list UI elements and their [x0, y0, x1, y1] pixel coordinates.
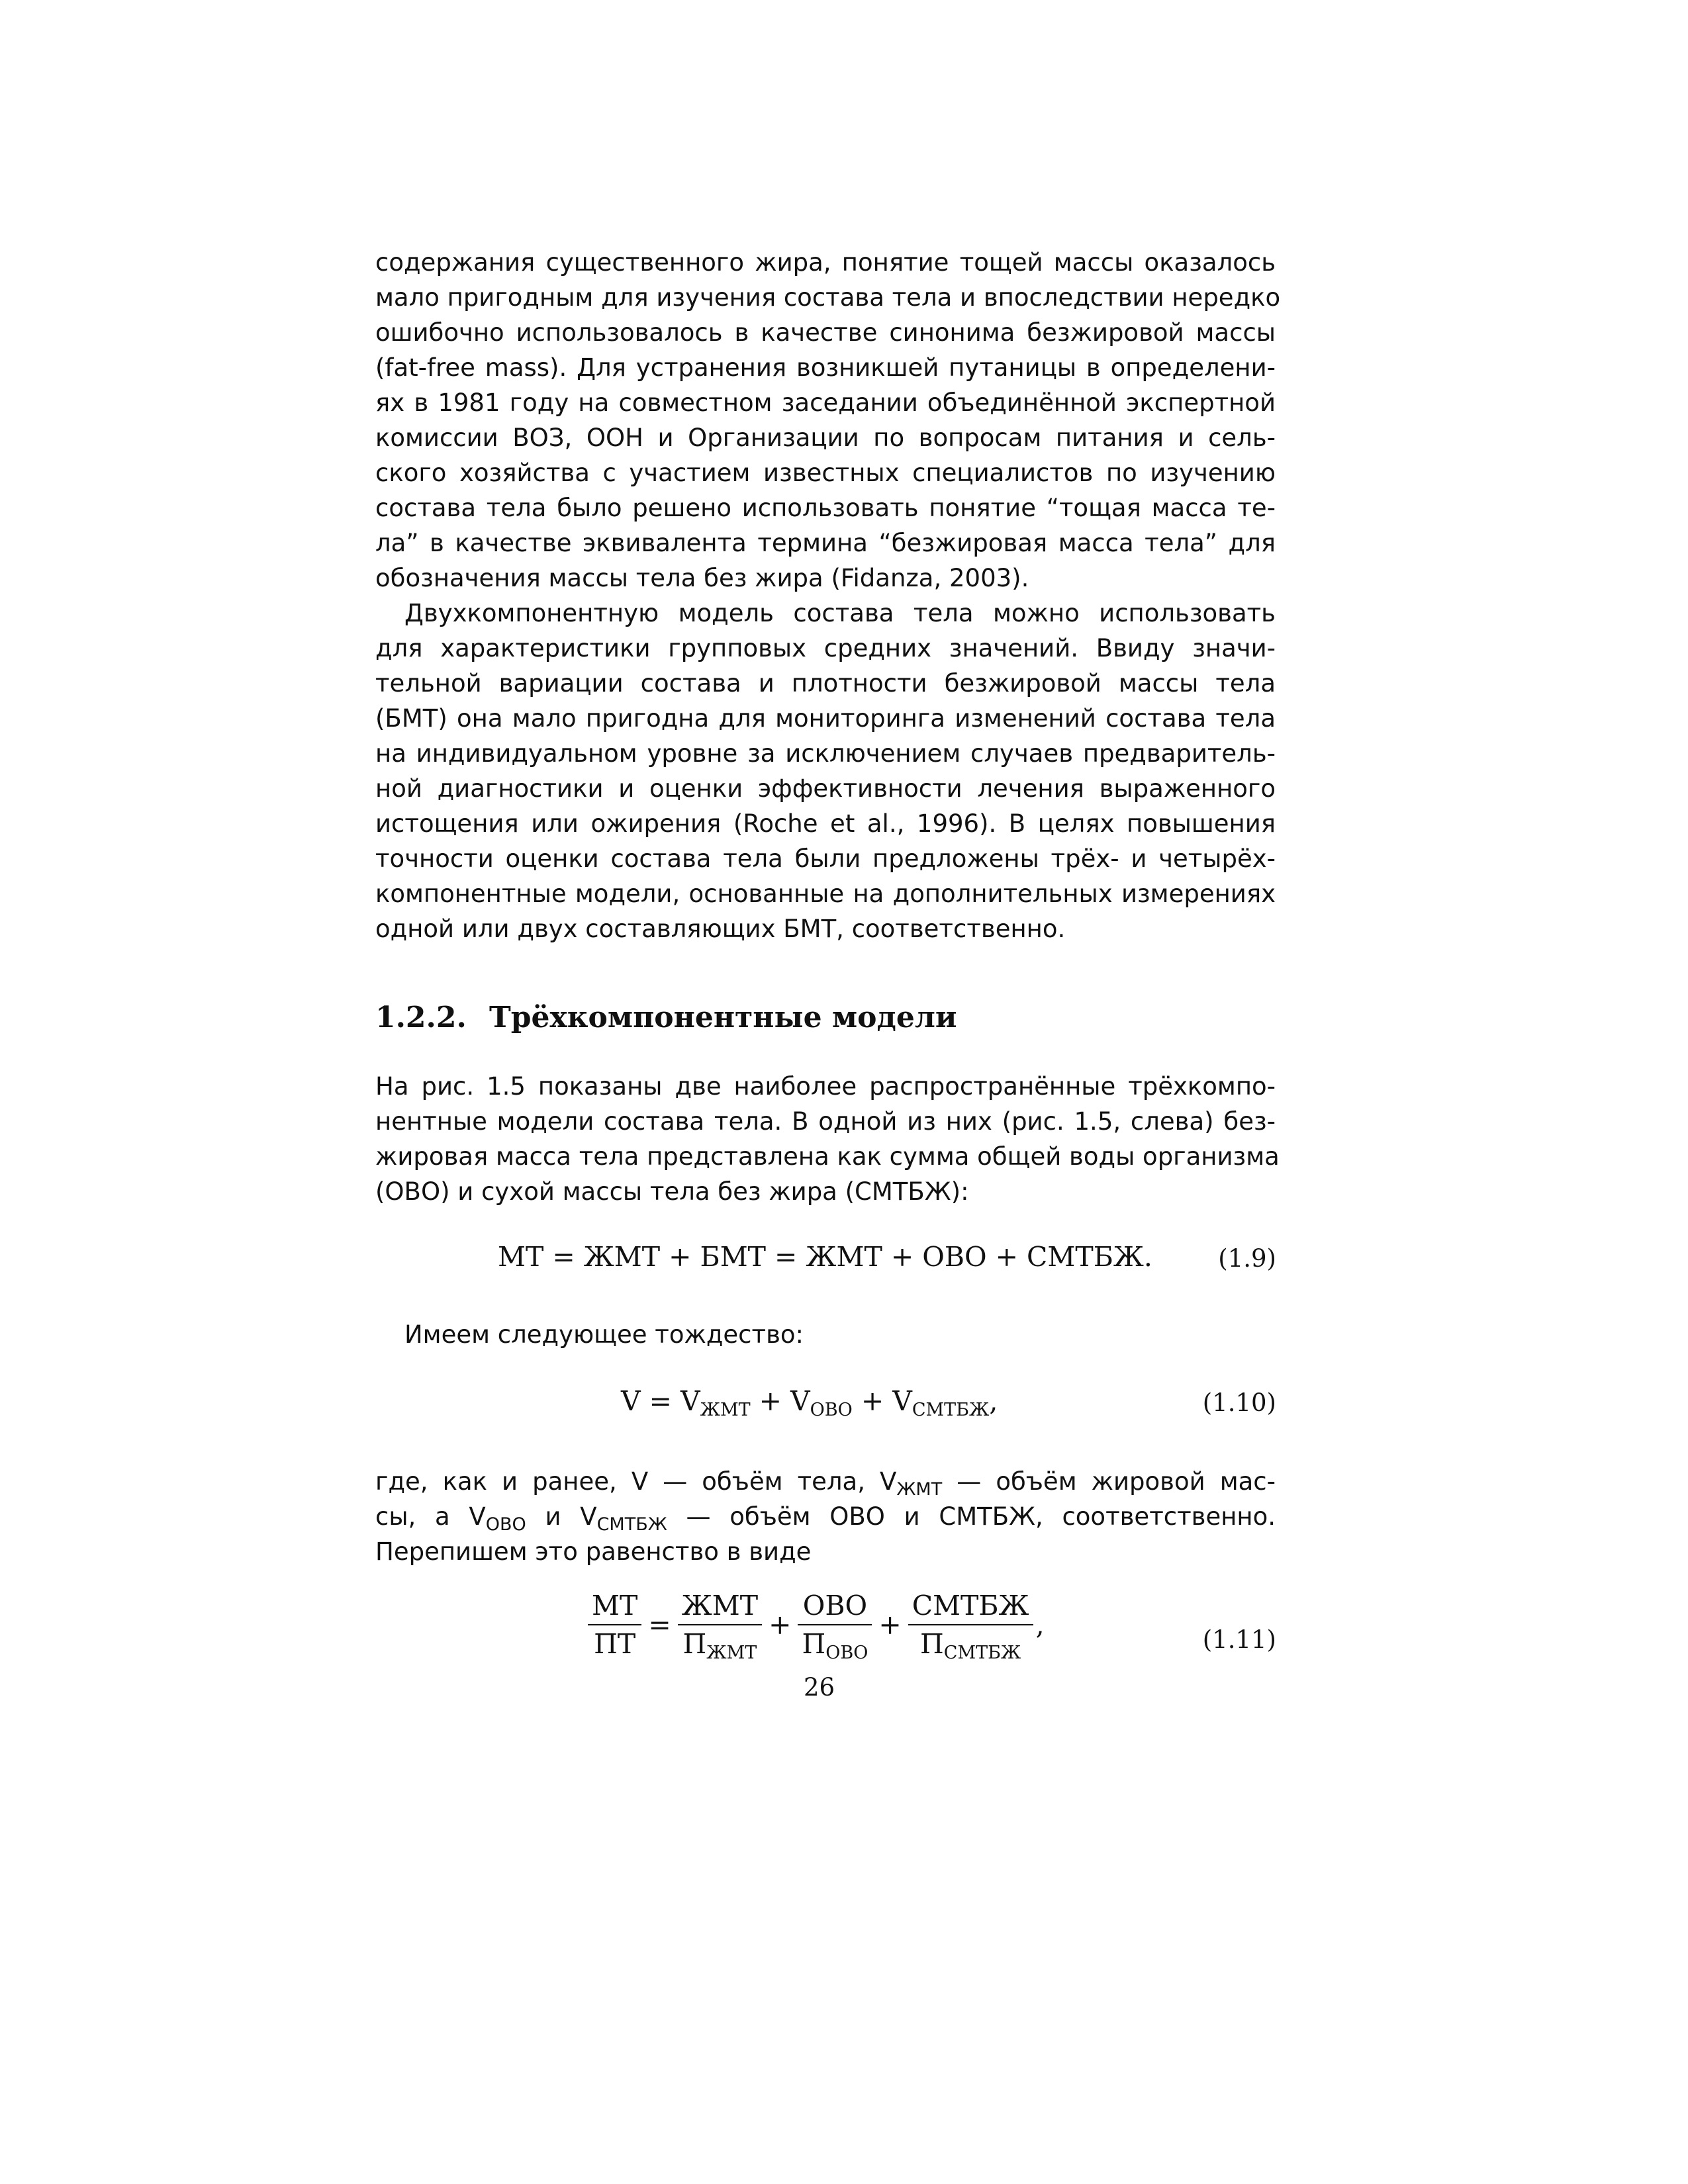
denominator [908, 1625, 1033, 1661]
paragraph-2 [375, 596, 1276, 946]
denominator-symbol: П [682, 1628, 707, 1660]
text-line [375, 1464, 1276, 1499]
text-line: тельной вариации состава и плотности безжировой массы тела [375, 669, 1276, 698]
text-part: сы, а V [375, 1502, 486, 1531]
text-line: комиссии ВОЗ, ООН и Организации по вопросам питания и сель- [375, 424, 1276, 452]
equation-part: + V [750, 1385, 810, 1417]
text-line: точности оценки состава тела были предложены трёх- и четырёх- [375, 844, 1276, 873]
paragraph-4 [404, 1317, 1305, 1352]
text-part: и V [526, 1502, 597, 1531]
text-part: — объём жировой мас- [942, 1467, 1276, 1496]
text-line: ошибочно использовалось в качестве синонима безжировой массы [375, 318, 1276, 347]
equation-number: (1.9) [1218, 1244, 1276, 1273]
text-line: ла” в качестве эквивалента термина “безжировая масса тела” для [375, 529, 1276, 557]
numerator: СМТБЖ [908, 1588, 1033, 1625]
paragraph-1 [375, 245, 1281, 596]
equation-1-10 [621, 1385, 998, 1420]
operator: + [769, 1609, 792, 1641]
subscript: ЖМТ [706, 1643, 757, 1663]
text-line: Двухкомпонентную модель состава тела можно использовать [404, 599, 1276, 627]
page-number: 26 [804, 1673, 835, 1702]
text-line: на индивидуальном уровне за исключением случаев предваритель- [375, 739, 1276, 768]
text-line: нентные модели состава тела. В одной из них (рис. 1.5, слева) без- [375, 1107, 1276, 1136]
text-line: Имеем следующее тождество: [404, 1320, 804, 1349]
equation-part: V = V [621, 1385, 700, 1417]
section-heading [375, 1001, 957, 1034]
equation-part: , [989, 1385, 998, 1417]
equation-part: + V [852, 1385, 912, 1417]
subscript: СМТБЖ [912, 1400, 990, 1420]
section-title: Трёхкомпонентные модели [489, 1001, 957, 1034]
equation-1-9 [498, 1241, 1152, 1273]
text-line: мало пригодным для изучения состава тела и впоследствии нередко [375, 283, 1281, 312]
text-line: жировая масса тела представлена как сумма общей воды организма [375, 1142, 1280, 1171]
text-line: для характеристики групповых средних значений. Ввиду значи- [375, 634, 1276, 662]
operator: , [1035, 1609, 1045, 1641]
text-line: ной диагностики и оценки эффективности лечения выраженного [375, 774, 1276, 803]
numerator: ОВО [798, 1588, 872, 1625]
denominator [678, 1625, 762, 1661]
numerator: МТ [588, 1588, 641, 1625]
denominator-symbol: П [920, 1628, 944, 1660]
equation-number: (1.11) [1202, 1625, 1276, 1654]
text-line: ского хозяйства с участием известных специалистов по изучению [375, 459, 1276, 487]
subscript: ОВО [825, 1643, 868, 1663]
section-number: 1.2.2. [375, 1001, 467, 1034]
text-line: ях в 1981 году на совместном заседании объединённой экспертной [375, 388, 1276, 417]
denominator-symbol: П [802, 1628, 826, 1660]
equation-number: (1.10) [1202, 1388, 1276, 1417]
equation-text: МТ = ЖМТ + БМТ = ЖМТ + ОВО + СМТБЖ. [498, 1241, 1152, 1273]
text-line: Перепишем это равенство в виде [375, 1537, 812, 1566]
text-line: содержания существенного жира, понятие тощей массы оказалось [375, 248, 1276, 277]
text-line: истощения или ожирения (Roche et al., 1996). В целях повышения [375, 809, 1276, 838]
text-line: (БМТ) она мало пригодна для мониторинга изменений состава тела [375, 704, 1276, 733]
subscript: ОВО [810, 1400, 853, 1420]
text-line: одной или двух составляющих БМТ, соответственно. [375, 915, 1066, 943]
denominator [798, 1625, 872, 1661]
text-line: (ОВО) и сухой массы тела без жира (СМТБЖ): [375, 1177, 969, 1206]
paragraph-5 [375, 1464, 1276, 1569]
denominator: ПТ [594, 1628, 636, 1660]
subscript: СМТБЖ [596, 1514, 667, 1535]
subscript: СМТБЖ [943, 1643, 1021, 1663]
text-line: На рис. 1.5 показаны две наиболее распространённые трёхкомпо- [375, 1072, 1276, 1101]
text-line: состава тела было решено использовать понятие “тощая масса те- [375, 494, 1276, 522]
fraction [678, 1588, 762, 1661]
subscript: ЖМТ [896, 1479, 943, 1500]
subscript: ЖМТ [700, 1400, 751, 1420]
text-line: компонентные модели, основанные на дополнительных измерениях [375, 880, 1276, 908]
text-part: — объём ОВО и СМТБЖ, соответственно. [667, 1502, 1276, 1531]
fraction [798, 1588, 872, 1661]
fraction [588, 1588, 641, 1661]
numerator: ЖМТ [678, 1588, 762, 1625]
equation-1-11 [585, 1588, 1045, 1661]
subscript: ОВО [485, 1514, 526, 1535]
paragraph-3 [375, 1069, 1280, 1209]
fraction [908, 1588, 1033, 1661]
text-line: (fat-free mass). Для устранения возникшей путаницы в определени- [375, 353, 1276, 382]
text-part: где, как и ранее, V — объём тела, V [375, 1467, 897, 1496]
operator: + [878, 1609, 902, 1641]
text-line: обозначения массы тела без жира (Fidanza, 2003). [375, 564, 1029, 592]
text-line [375, 1499, 1276, 1534]
operator: = [648, 1609, 671, 1641]
